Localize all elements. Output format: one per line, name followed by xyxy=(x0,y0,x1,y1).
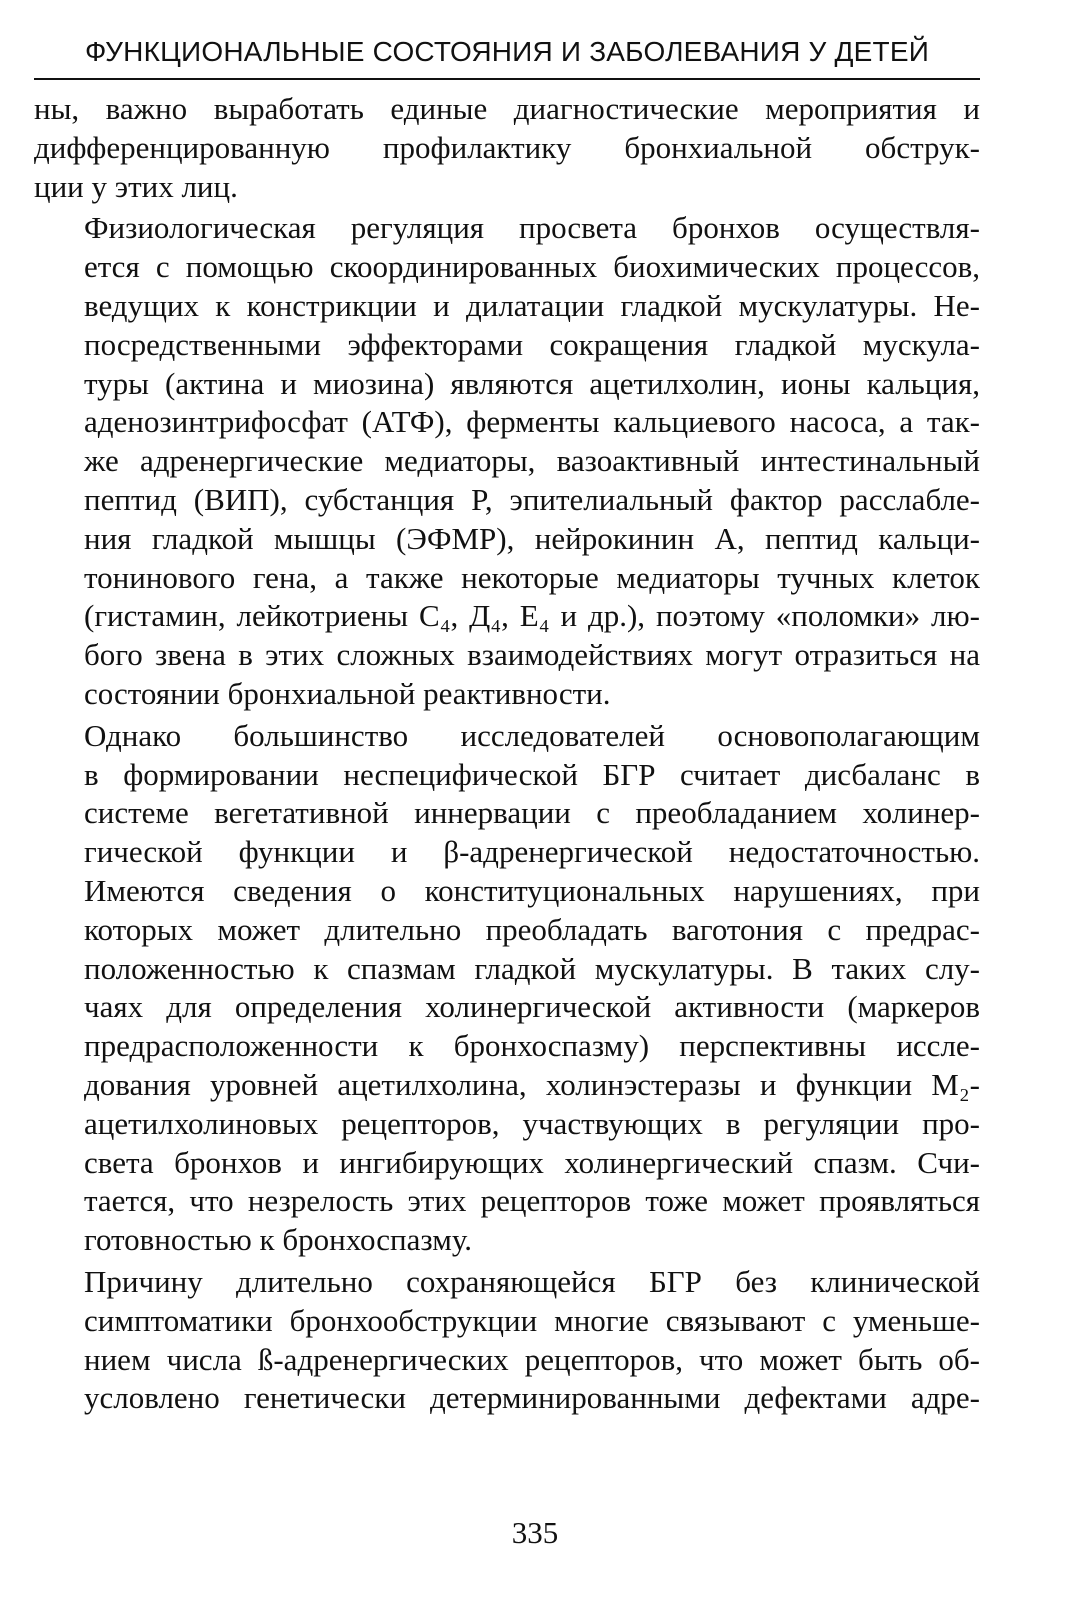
header-rule xyxy=(34,78,980,80)
text-line: нием числа ß-адренергических рецепторов, что может быть об- xyxy=(84,1341,980,1377)
text-line: (гистамин, лейкотриены C₄, Д₄, E₄ и др.), поэтому «поломки» лю- xyxy=(84,598,980,634)
text-line: Однако большинство исследователей основополагающим xyxy=(84,717,980,753)
text-line: предрасположенности к бронхоспазму) перспективны иссле- xyxy=(84,1028,980,1064)
text-line: тается, что незрелость этих рецепторов тоже может проявляться xyxy=(84,1183,980,1219)
text-line: туры (актина и миозина) являются ацетилхолин, ионы кальция, xyxy=(84,365,980,401)
text-line: ацетилхолиновых рецепторов, участвующих в регуляции про- xyxy=(84,1105,980,1141)
text-line: Имеются сведения о конституциональных нарушениях, при xyxy=(84,872,980,908)
text-line: состоянии бронхиальной реактивности. xyxy=(84,675,611,711)
page-number: 335 xyxy=(511,1515,559,1550)
paragraph-2 xyxy=(34,209,980,713)
text-line: дифференцированную профилактику бронхиальной обструк- xyxy=(34,129,980,165)
paragraph-3 xyxy=(34,717,980,1260)
paragraph-4 xyxy=(34,1263,980,1418)
text-line: ны, важно выработать единые диагностические мероприятия и xyxy=(34,91,980,126)
text-line: в формировании неспецифической БГР считает дисбаланс в xyxy=(84,756,980,792)
text-line: Причину длительно сохраняющейся БГР без клинической xyxy=(84,1263,980,1299)
text-line: готовностью к бронхоспазму. xyxy=(84,1222,472,1258)
text-line: дования уровней ацетилхолина, холинэстеразы и функции M₂- xyxy=(84,1066,980,1102)
text-line: Физиологическая регуляция просвета бронхов осуществля- xyxy=(84,210,980,246)
text-line: чаях для определения холинергической активности (маркеров xyxy=(84,989,980,1025)
text-line: ния гладкой мышцы (ЭФМР), нейрокинин А, пептид кальци- xyxy=(84,520,980,556)
text-line: которых может длительно преобладать ваготония с предрас- xyxy=(84,911,980,947)
paragraph-1 xyxy=(34,90,980,206)
book-page xyxy=(34,30,980,1580)
text-line: ведущих к констрикции и дилатации гладкой мускулатуры. Не- xyxy=(84,287,980,323)
text-line: аденозинтрифосфат (АТФ), ферменты кальциевого насоса, а так- xyxy=(84,404,980,440)
text-line: же адренергические медиаторы, вазоактивный интестинальный xyxy=(84,443,980,479)
text-line: ется с помощью скоординированных биохимических процессов, xyxy=(84,249,980,285)
body-text xyxy=(34,90,980,1418)
text-line: системе вегетативной иннервации с преобладанием холинер- xyxy=(84,795,980,831)
text-line: посредственными эффекторами сокращения гладкой мускула- xyxy=(84,326,980,362)
text-line: гической функции и β-адренергической недостаточностью. xyxy=(84,834,980,870)
running-head: ФУНКЦИОНАЛЬНЫЕ СОСТОЯНИЯ И ЗАБОЛЕВАНИЯ У ДЕТЕЙ xyxy=(84,36,930,67)
text-line: тонинового гена, а также некоторые медиаторы тучных клеток xyxy=(84,559,980,595)
text-line: бого звена в этих сложных взаимодействиях могут отразиться на xyxy=(84,637,980,673)
text-line: условлено генетически детерминированными дефектами адре- xyxy=(84,1380,980,1416)
text-line: пептид (ВИП), субстанция P, эпителиальный фактор расслабле- xyxy=(84,481,980,517)
text-line: симптоматики бронхообструкции многие связывают с уменьше- xyxy=(84,1302,980,1338)
text-line: положенностью к спазмам гладкой мускулатуры. В таких слу- xyxy=(84,950,980,986)
text-line: ции у этих лиц. xyxy=(34,168,238,204)
text-line: света бронхов и ингибирующих холинергический спазм. Счи- xyxy=(84,1144,980,1180)
